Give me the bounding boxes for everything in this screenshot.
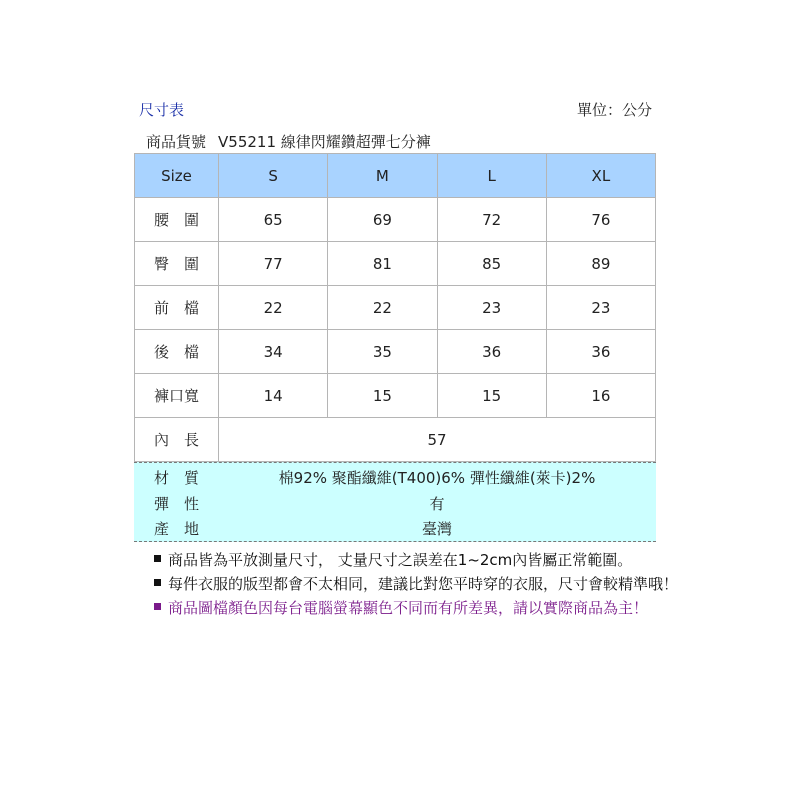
table-cell: 65 — [219, 198, 328, 242]
square-bullet-icon — [154, 603, 161, 610]
row-label: 前 檔 — [135, 286, 219, 330]
table-cell: 69 — [328, 198, 437, 242]
material-value: 有 — [429, 495, 445, 513]
table-cell: 81 — [328, 242, 437, 286]
column-header: Size — [135, 154, 219, 198]
table-cell: 22 — [328, 286, 437, 330]
unit-label: 單位：公分 — [576, 101, 652, 119]
table-row — [135, 330, 656, 374]
table-row — [135, 198, 656, 242]
size-table — [134, 153, 656, 462]
table-row — [135, 286, 656, 330]
row-label: 褲口寬 — [135, 374, 219, 418]
table-cell: 72 — [437, 198, 546, 242]
product-line — [146, 131, 431, 152]
note-item — [154, 596, 678, 620]
table-row — [135, 374, 656, 418]
material-value: 臺灣 — [421, 520, 452, 538]
material-row — [134, 493, 656, 519]
column-header: S — [219, 154, 328, 198]
note-item — [154, 548, 678, 572]
table-cell: 85 — [437, 242, 546, 286]
row-label: 腰 圍 — [135, 198, 219, 242]
table-cell: 22 — [219, 286, 328, 330]
material-label: 產 地 — [154, 520, 200, 538]
column-header: L — [437, 154, 546, 198]
note-text: 商品圖檔顏色因每台電腦螢幕顯色不同而有所差異，請以實際商品為主！ — [168, 599, 649, 617]
table-cell: 16 — [546, 374, 655, 418]
table-cell: 36 — [546, 330, 655, 374]
table-cell: 15 — [328, 374, 437, 418]
material-label: 材 質 — [154, 469, 200, 487]
table-row-inner-length — [135, 418, 656, 462]
table-cell: 23 — [546, 286, 655, 330]
material-value: 棉92% 聚酯纖維(T400)6% 彈性纖維(萊卡)2% — [278, 469, 596, 487]
note-item — [154, 572, 678, 596]
column-header: M — [328, 154, 437, 198]
square-bullet-icon — [154, 555, 161, 562]
row-label: 後 檔 — [135, 330, 219, 374]
product-label: 商品貨號 — [146, 133, 207, 151]
product-name: V55211 線律閃耀鑽超彈七分褲 — [218, 133, 431, 151]
material-section — [134, 462, 656, 542]
row-label: 臀 圍 — [135, 242, 219, 286]
table-cell: 35 — [328, 330, 437, 374]
material-label: 彈 性 — [154, 495, 200, 513]
table-cell: 15 — [437, 374, 546, 418]
notes-list — [154, 548, 678, 620]
table-cell: 23 — [437, 286, 546, 330]
page-title: 尺寸表 — [139, 101, 185, 119]
table-header-row — [135, 154, 656, 198]
table-cell: 14 — [219, 374, 328, 418]
table-cell: 89 — [546, 242, 655, 286]
material-row — [134, 467, 656, 493]
note-text: 商品皆為平放測量尺寸， 丈量尺寸之誤差在1~2cm內皆屬正常範圍。 — [168, 551, 633, 569]
row-label: 內 長 — [135, 418, 219, 462]
column-header: XL — [546, 154, 655, 198]
square-bullet-icon — [154, 579, 161, 586]
table-cell: 77 — [219, 242, 328, 286]
material-row — [134, 518, 656, 544]
table-cell: 57 — [219, 418, 656, 462]
table-cell: 76 — [546, 198, 655, 242]
table-row — [135, 242, 656, 286]
table-cell: 34 — [219, 330, 328, 374]
note-text: 每件衣服的版型都會不太相同，建議比對您平時穿的衣服，尺寸會較精準哦！ — [168, 575, 679, 593]
table-cell: 36 — [437, 330, 546, 374]
